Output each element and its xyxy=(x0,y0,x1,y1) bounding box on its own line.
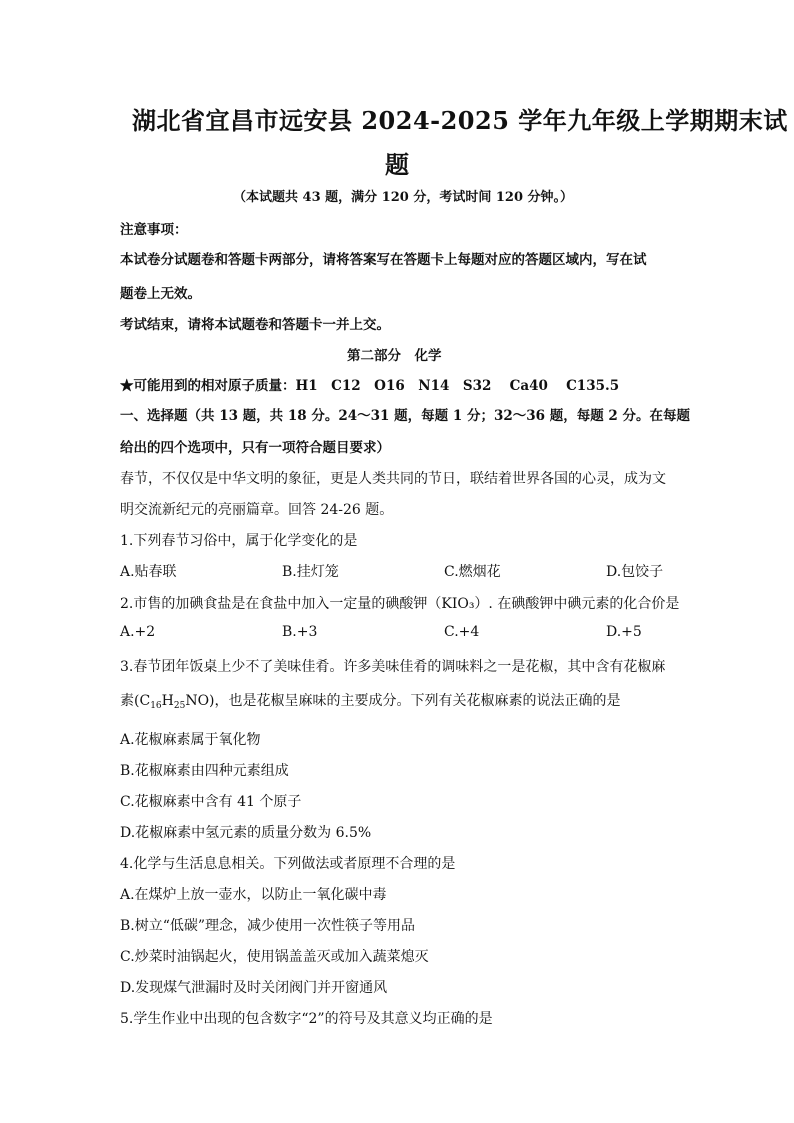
q1-option-b: B.挂灯笼 xyxy=(282,564,339,580)
q4-option-a: A.在煤炉上放一壶水，以防止一氧化碳中毒 xyxy=(120,887,387,903)
q3-formula xyxy=(134,693,215,709)
intro-line2: 明交流新纪元的亮丽篇章。回答 24-26 题。 xyxy=(120,502,394,518)
exam-title-line1: 湖北省宜昌市远安县 2024-2025 学年九年级上学期期末试 xyxy=(132,106,788,135)
q2-option-d: D.+5 xyxy=(606,624,642,640)
q4-option-b: B.树立“低碳”理念，减少使用一次性筷子等用品 xyxy=(120,918,416,934)
formula-sub-16: 16 xyxy=(150,701,162,711)
formula-h: H xyxy=(161,693,174,709)
notes-line1: 本试卷分试题卷和答题卡两部分，请将答案写在答题卡上每题对应的答题区域内，写在试 xyxy=(120,252,647,268)
q4-option-c: C.炒菜时油锅起火，使用锅盖盖灭或加入蔬菜熄灭 xyxy=(120,949,429,965)
question-4-stem: 4.化学与生活息息相关。下列做法或者原理不合理的是 xyxy=(120,856,456,872)
section-instructions-line2: 给出的四个选项中，只有一项符合题目要求） xyxy=(120,440,390,456)
exam-title-line2: 题 xyxy=(385,150,410,179)
exam-subtitle: （本试题共 43 题，满分 120 分，考试时间 120 分钟。） xyxy=(233,190,574,205)
formula-close: NO) xyxy=(185,693,215,709)
notes-line2: 题卷上无效。 xyxy=(120,286,201,302)
q3-text-post: ，也是花椒呈麻味的主要成分。下列有关花椒麻素的说法正确的是 xyxy=(214,693,621,709)
formula-sub-25: 25 xyxy=(173,701,186,711)
section-instructions-line1: 一、选择题（共 13 题，共 18 分。24～31 题，每题 1 分；32～36 题，每题 2 分。在每题 xyxy=(120,408,691,424)
q1-option-a: A.贴春联 xyxy=(120,564,177,580)
q3-option-c: C.花椒麻素中含有 41 个原子 xyxy=(120,794,302,810)
notes-line3: 考试结束，请将本试题卷和答题卡一并上交。 xyxy=(120,317,390,333)
formula-open: (C xyxy=(134,693,151,709)
notes-heading: 注意事项： xyxy=(120,222,188,238)
q2-option-a: A.+2 xyxy=(120,624,156,640)
part-title: 第二部分 化学 xyxy=(347,348,442,364)
q1-option-c: C.燃烟花 xyxy=(444,564,501,580)
q3-option-d: D.花椒麻素中氢元素的质量分数为 6.5% xyxy=(120,825,372,841)
question-5-stem: 5.学生作业中出现的包含数字“2”的符号及其意义均正确的是 xyxy=(120,1011,493,1027)
q3-text-pre: 素 xyxy=(120,693,134,709)
question-2-stem: 2.市售的加碘食盐是在食盐中加入一定量的碘酸钾（KIO₃）. 在碘酸钾中碘元素的化合价是 xyxy=(120,596,680,612)
question-3-stem-line2 xyxy=(120,690,621,711)
q1-option-d: D.包饺子 xyxy=(606,564,664,580)
question-3-stem-line1: 3.春节团年饭桌上少不了美味佳肴。许多美味佳肴的调味料之一是花椒，其中含有花椒麻 xyxy=(120,659,666,675)
q4-option-d: D.发现煤气泄漏时及时关闭阀门并开窗通风 xyxy=(120,980,388,996)
intro-line1: 春节，不仅仅是中华文明的象征，更是人类共同的节日，联结着世界各国的心灵，成为文 xyxy=(120,471,666,487)
atomic-masses: ★可能用到的相对原子质量：H1 C12 O16 N14 S32 Ca40 C135.5 xyxy=(120,378,620,394)
q3-option-a: A.花椒麻素属于氧化物 xyxy=(120,732,261,748)
question-1-stem: 1.下列春节习俗中，属于化学变化的是 xyxy=(120,533,358,549)
q3-option-b: B.花椒麻素由四种元素组成 xyxy=(120,763,289,779)
q2-option-c: C.+4 xyxy=(444,624,480,640)
q2-option-b: B.+3 xyxy=(282,624,318,640)
